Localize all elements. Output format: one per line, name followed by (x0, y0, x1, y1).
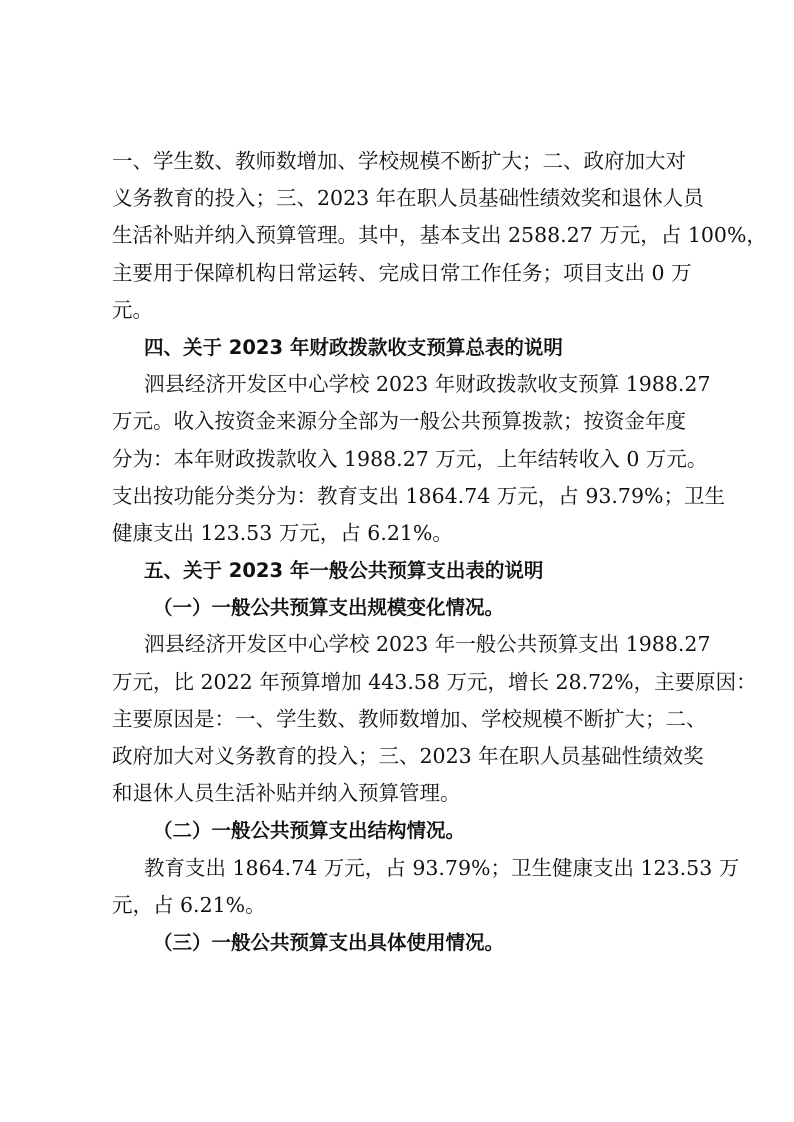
text-line: 分为：本年财政拨款收入 1988.27 万元，上年结转收入 0 万元。 (112, 446, 708, 471)
document-page (112, 143, 767, 961)
text-line: 生活补贴并纳入预算管理。其中，基本支出 2588.27 万元，占 100%， (112, 223, 767, 248)
subsection-heading: （一）一般公共预算支出规模变化情况。 (153, 596, 505, 620)
text-line: 义务教育的投入；三、2023 年在职人员基础性绩效奖和退休人员 (112, 186, 704, 211)
section-heading: 四、关于 2023 年财政拨款收支预算总表的说明 (144, 335, 563, 359)
subsection-heading: （三）一般公共预算支出具体使用情况。 (153, 930, 505, 954)
section-heading: 五、关于 2023 年一般公共预算支出表的说明 (144, 559, 544, 583)
text-line: 教育支出 1864.74 万元，占 93.79%；卫生健康支出 123.53 万 (144, 855, 740, 880)
text-line: 主要用于保障机构日常运转、完成日常工作任务；项目支出 0 万 (112, 260, 692, 285)
text-line: 和退休人员生活补贴并纳入预算管理。 (112, 781, 461, 806)
text-line: 一、学生数、教师数增加、学校规模不断扩大；二、政府加大对 (112, 149, 686, 173)
text-line: 万元，比 2022 年预算增加 443.58 万元，增长 28.72%，主要原因： (112, 669, 757, 694)
text-line: 万元。收入按资金来源分全部为一般公共预算拨款；按资金年度 (112, 409, 686, 434)
subsection-heading: （二）一般公共预算支出结构情况。 (153, 819, 466, 843)
text-line: 政府加大对义务教育的投入；三、2023 年在职人员基础性绩效奖 (112, 744, 704, 768)
text-line: 健康支出 123.53 万元，占 6.21%。 (112, 520, 453, 545)
text-line: 支出按功能分类分为：教育支出 1864.74 万元，占 93.79%；卫生 (112, 483, 725, 508)
text-line: 主要原因是：一、学生数、教师数增加、学校规模不断扩大；二、 (112, 706, 707, 731)
text-line: 泗县经济开发区中心学校 2023 年一般公共预算支出 1988.27 (144, 632, 711, 657)
text-line: 泗县经济开发区中心学校 2023 年财政拨款收支预算 1988.27 (144, 372, 711, 397)
text-line: 元。 (112, 297, 153, 322)
text-line: 元，占 6.21%。 (112, 892, 266, 917)
